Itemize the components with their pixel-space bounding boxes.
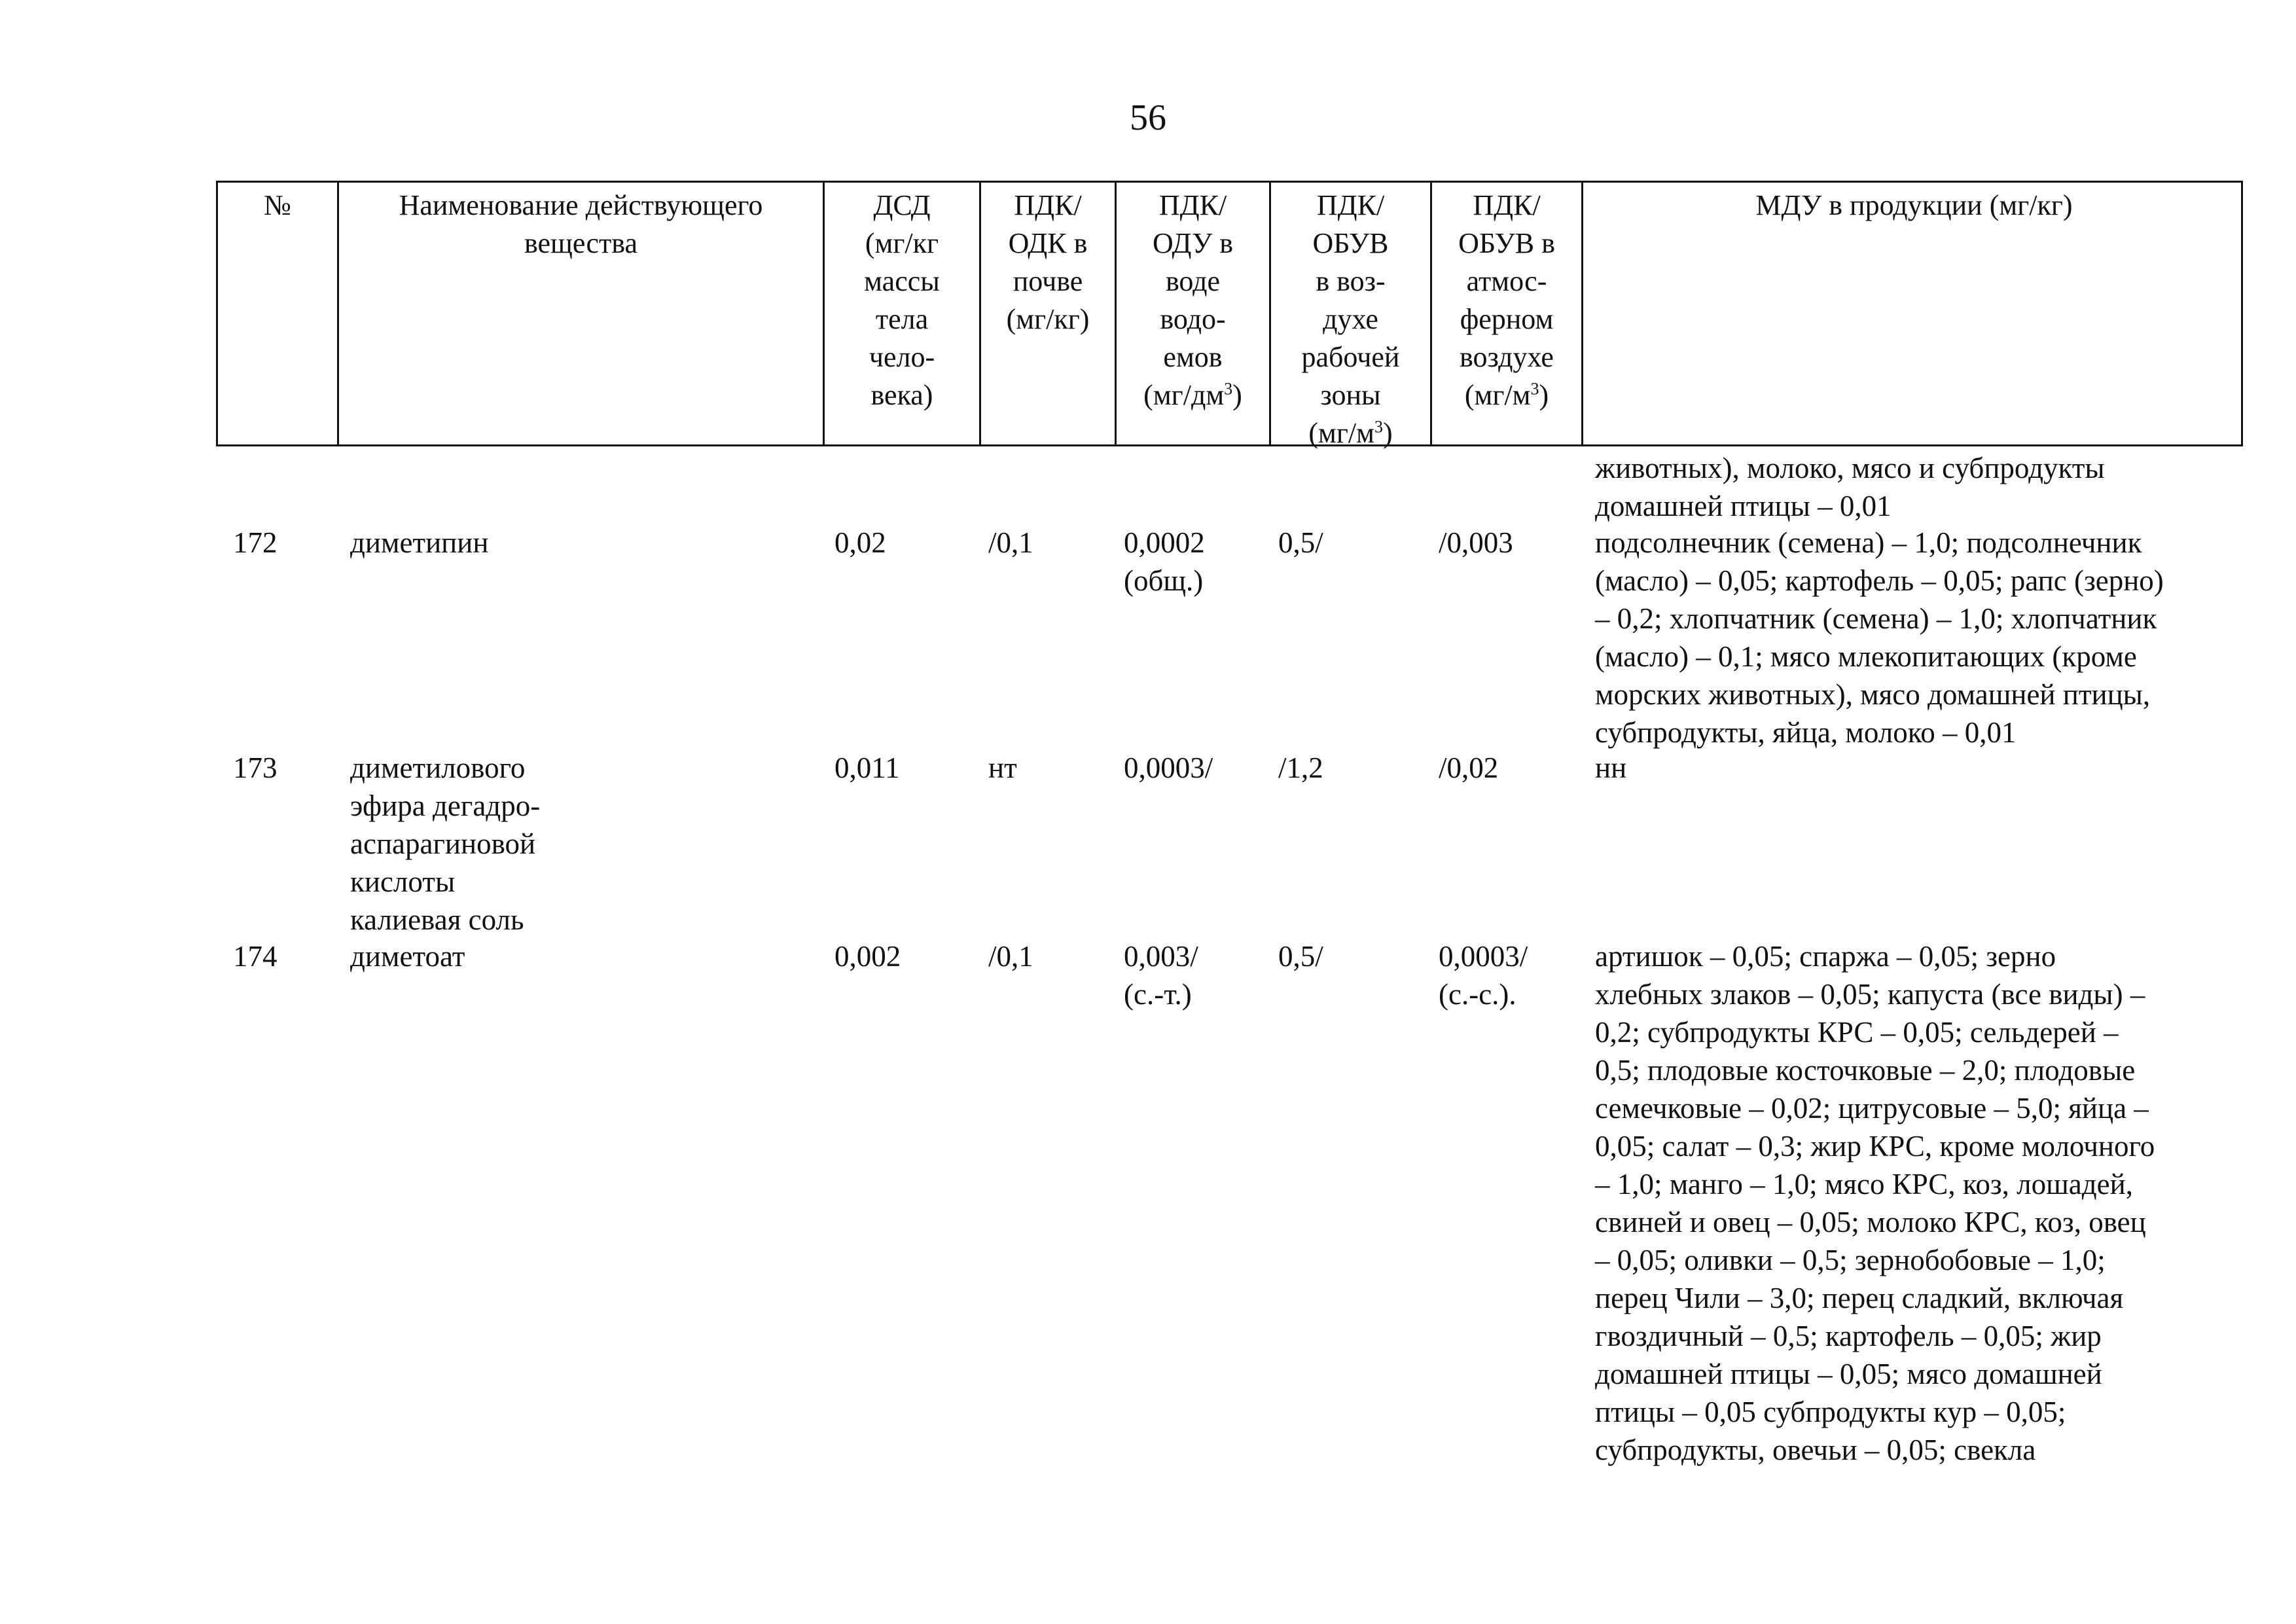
header-pdk-work-air-unit: $(мг/м^3)$ [1308,417,1393,449]
work-air-value: 0,5/ [1278,526,1323,559]
soil-value: /0,1 [988,940,1033,973]
continued-mdu-text: животных), молоко, мясо и субпродукты домашней птицы – 0,01 [1595,452,2105,522]
atm-air-value: /0,003 [1439,526,1513,559]
work-air-value: /1,2 [1278,751,1323,784]
header-substance-name: Наименование действующего вещества [337,183,823,444]
soil-value: нт [988,751,1017,784]
header-dsd: ДСД (мг/кг массы тела чело- века) [823,183,979,444]
header-pdk-atm-air: ПДК/ ОБУВ в атмос- ферном воздухе $(мг/м^3)$ [1430,183,1581,444]
atm-air-value: /0,02 [1439,751,1499,784]
dsd-value: 0,002 [834,940,901,973]
header-pdk-atm-air-unit: $(мг/м^3)$ [1464,379,1549,411]
dsd-value: 0,011 [834,751,900,784]
atm-air-value: 0,0003/ (с.-с.). [1439,940,1528,1011]
work-air-value: 0,5/ [1278,940,1323,973]
header-pdk-water-unit: $(мг/дм^3)$ [1143,379,1242,411]
page-number: 56 [1130,98,1166,138]
table-header [216,181,2243,449]
header-pdk-water: ПДК/ ОДУ в воде водо- емов $(мг/дм^3)$ [1115,183,1269,444]
water-value: 0,003/ (с.-т.) [1124,940,1198,1011]
row-number: 172 [233,526,278,559]
dsd-value: 0,02 [834,526,886,559]
header-number: № [264,189,291,221]
water-value: 0,0002 (общ.) [1124,526,1205,597]
row-number: 173 [233,751,278,784]
soil-value: /0,1 [988,526,1033,559]
water-value: 0,0003/ [1124,751,1213,784]
header-pdk-soil: ПДК/ ОДК в почве (мг/кг) [979,183,1115,444]
substance-name: диметоат [350,940,465,973]
row-number: 174 [233,940,278,973]
header-mdu: МДУ в продукции (мг/кг) [1581,183,2245,444]
mdu-text: нн [1595,751,1627,784]
mdu-text: артишок – 0,05; спаржа – 0,05; зерно хлебных злаков – 0,05; капуста (все виды) – 0,2; субпродукты КРС – 0,05; сельдерей – 0,5; плодовые косточковые – 2,0; плодовые семечковые – 0,02; цитрусовые – 5,0; яйца – 0,05; салат – 0,3; жир КРС, кроме молочного – 1,0; манго – 1,0; мясо КРС, коз, лошадей, свиней и овец – 0,05; молоко КРС, коз, овец – 0,05; оливки – 0,5; зернобобовые – 1,0; перец Чили – 3,0; перец сладкий, включая гвоздичный – 0,5; картофель – 0,05; жир домашней птицы – 0,05; мясо домашней птицы – 0,05 субпродукты кур – 0,05; субпродукты, овечьи – 0,05; свекла [1595,940,2155,1466]
mdu-text: подсолнечник (семена) – 1,0; подсолнечник (масло) – 0,05; картофель – 0,05; рапс (зерно) – 0,2; хлопчатник (семена) – 1,0; хлопчатник (масло) – 0,1; мясо млекопитающих (кроме морских животных), мясо домашней птицы, субпродукты, яйца, молоко – 0,01 [1595,526,2164,749]
header-pdk-work-air: ПДК/ ОБУВ в воз- духе рабочей зоны $(мг/м^3)$ [1269,183,1430,444]
substance-name: диметилового эфира дегадро- аспарагиновой кислоты калиевая соль [350,751,541,936]
substance-name: диметипин [350,526,489,559]
